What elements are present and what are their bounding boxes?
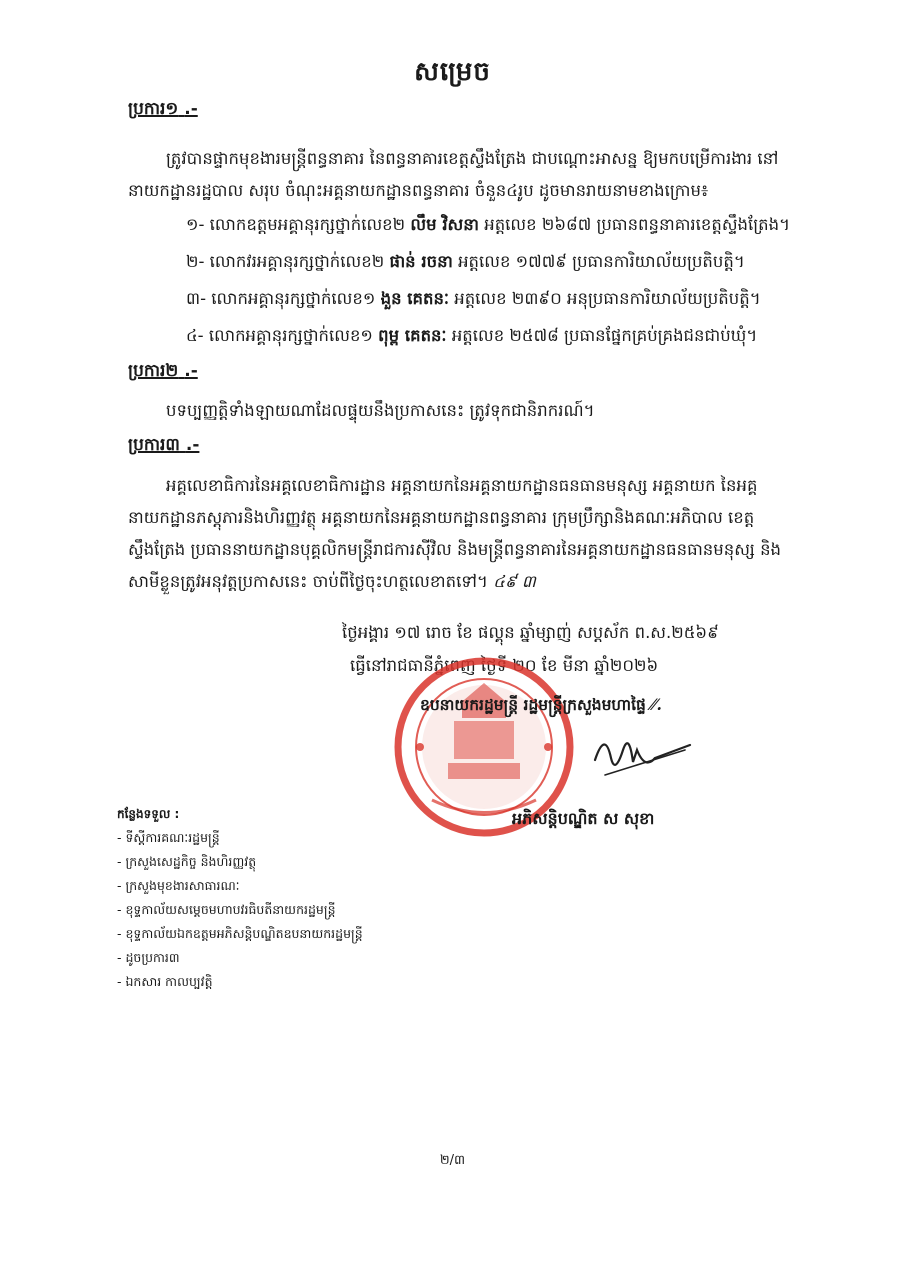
- recipient-item: - ខុទ្ទកាល័យឯកឧត្តមអភិសន្តិបណ្ឌិតឧបនាយករដ្ឋមន្ត្រី: [117, 926, 363, 941]
- official-1-prefix: ១- លោកឧត្តមអគ្គានុរក្សថ្នាក់លេខ២: [186, 215, 406, 234]
- handwritten-mark: ៤៩ ៣: [493, 572, 536, 591]
- recipient-item: - ដូចប្រការ៣: [117, 950, 180, 965]
- article-1-text: ត្រូវបានផ្ទាកមុខងារមន្ត្រីពន្ធនាគារ នៃពន្ធនាគារខេត្តស្ទឹងត្រែង ជាបណ្តោះអាសន្ន ឱ្យមកបម្រើការងារ នៅនាយកដ្ឋានរដ្ឋបាល សរុប ចំណុះអគ្គនាយកដ្ឋានពន្ធនាគារ ចំនួន៤រូប ដូចមានរាយនាមខាងក្រោម៖: [128, 149, 779, 200]
- official-item-1: [186, 215, 790, 239]
- official-2-prefix: ២- លោកវរអគ្គានុរក្សថ្នាក់លេខ២: [186, 252, 385, 271]
- recipient-item: - ក្រសួងមុខងារសាធារណៈ: [117, 878, 240, 893]
- official-1-name: លឹម វិសនា: [410, 215, 479, 234]
- article-3-body: អគ្គលេខាធិការនៃអគ្គលេខាធិការដ្ឋាន អគ្គនាយកនៃអគ្គនាយកដ្ឋានធនធានមនុស្ស អគ្គនាយក នៃអគ្គនាយកដ្ឋានភស្តុភារនិងហិរញ្ញវត្ថុ អគ្គនាយកនៃអគ្គនាយកដ្ឋានពន្ធនាគារ ក្រុមប្រឹក្សានិងគណៈអភិបាល ខេត្តស្ទឹងត្រែង ប្រធាននាយកដ្ឋានបុគ្គលិកមន្ត្រីរាជការស៊ីវិល និងមន្ត្រីពន្ធនាគារនៃអគ្គនាយកដ្ឋានធនធានមនុស្ស និងសាមីខ្លួនត្រូវអនុវត្តប្រកាសនេះ ចាប់ពីថ្ងៃចុះហត្ថលេខាតទៅ។: [128, 476, 782, 591]
- article-1-dots: .-: [184, 99, 198, 119]
- article-2-paragraph: [128, 395, 798, 427]
- article-3-heading: [128, 434, 199, 459]
- page-number: ២/៣: [439, 1153, 466, 1168]
- recipients-list: [117, 826, 363, 994]
- signer-title-text: ឧបនាយករដ្ឋមន្ត្រី រដ្ឋមន្ត្រីក្រសួងមហាផ្ទៃ: [420, 696, 646, 714]
- article-2-text: បទប្បញ្ញត្តិទាំងឡាយណាដែលផ្ទុយនឹងប្រកាសនេះ ត្រូវទុកជានិរាករណ៍។: [166, 401, 595, 420]
- official-1-suffix: អត្តលេខ ២៦៨៧ ប្រធានពន្ធនាគារខេត្តស្ទឹងត្រែង។: [484, 215, 790, 234]
- official-2-name: ផាន់ រចនា: [389, 252, 453, 271]
- signer-title: [420, 695, 662, 718]
- official-2-suffix: អត្តលេខ ១៧៧៩ ប្រធានការិយាល័យប្រតិបត្តិ។: [458, 252, 745, 271]
- official-4-prefix: ៤- លោកអគ្គានុរក្សថ្នាក់លេខ១: [186, 326, 373, 345]
- official-4-name: ពុម្ព គេតនៈ: [378, 326, 447, 345]
- recipient-item: - ឯកសារ កាលប្បវត្តិ: [117, 974, 213, 989]
- official-3-name: ងួន គេតនៈ: [380, 289, 449, 308]
- official-4-suffix: អត្តលេខ ២៥៧៨ ប្រធានផ្នែកគ្រប់គ្រងជនជាប់ឃុំ។: [451, 326, 758, 345]
- lunar-date: ថ្ងៃអង្គារ ១៧ រោច ខែ ផល្គុន ឆ្នាំម្សាញ់ សប្តស័ក ព.ស.២៥៦៩: [342, 623, 719, 642]
- official-3-prefix: ៣- លោកអគ្គានុរក្សថ្នាក់លេខ១: [186, 289, 376, 308]
- signer-name: អភិសន្តិបណ្ឌិត ស សុខា: [512, 809, 655, 828]
- recipient-item: - ទីស្តីការគណៈរដ្ឋមន្ត្រី: [117, 830, 220, 845]
- solar-date: ធ្វើនៅរាជធានីភ្នំពេញ ថ្ងៃទី ២០ ខែ មីនា ឆ្នាំ២០២៦: [350, 656, 659, 675]
- official-item-3: [186, 289, 761, 313]
- signature-icon: [575, 720, 695, 790]
- document-title: សម្រេច: [414, 57, 491, 87]
- official-item-4: [186, 326, 757, 350]
- recipient-item: - ក្រសួងសេដ្ឋកិច្ច និងហិរញ្ញវត្ថុ: [117, 854, 257, 869]
- article-1-heading: [128, 98, 198, 123]
- official-item-2: [186, 252, 745, 276]
- official-3-suffix: អត្តលេខ ២៣៩០ អនុប្រធានការិយាល័យប្រតិបត្តិ។: [454, 289, 761, 308]
- article-3-paragraph: [128, 470, 798, 598]
- initial-mark-icon: ⁄⁄.: [651, 695, 662, 714]
- recipients-heading: កន្លែងទទួល :: [117, 807, 180, 821]
- article-3-label: ប្រការ៣: [128, 435, 180, 455]
- article-1-label: ប្រការ១: [128, 99, 179, 119]
- article-3-dots: .-: [185, 435, 200, 455]
- article-2-heading: [128, 360, 198, 385]
- article-2-dots: .-: [184, 361, 198, 381]
- article-1-paragraph: [128, 143, 798, 207]
- recipient-item: - ខុទ្ទកាល័យសម្តេចមហាបវរធិបតីនាយករដ្ឋមន្ត្រី: [117, 902, 336, 917]
- article-2-label: ប្រការ២: [128, 361, 179, 381]
- article-3-text: [128, 470, 798, 598]
